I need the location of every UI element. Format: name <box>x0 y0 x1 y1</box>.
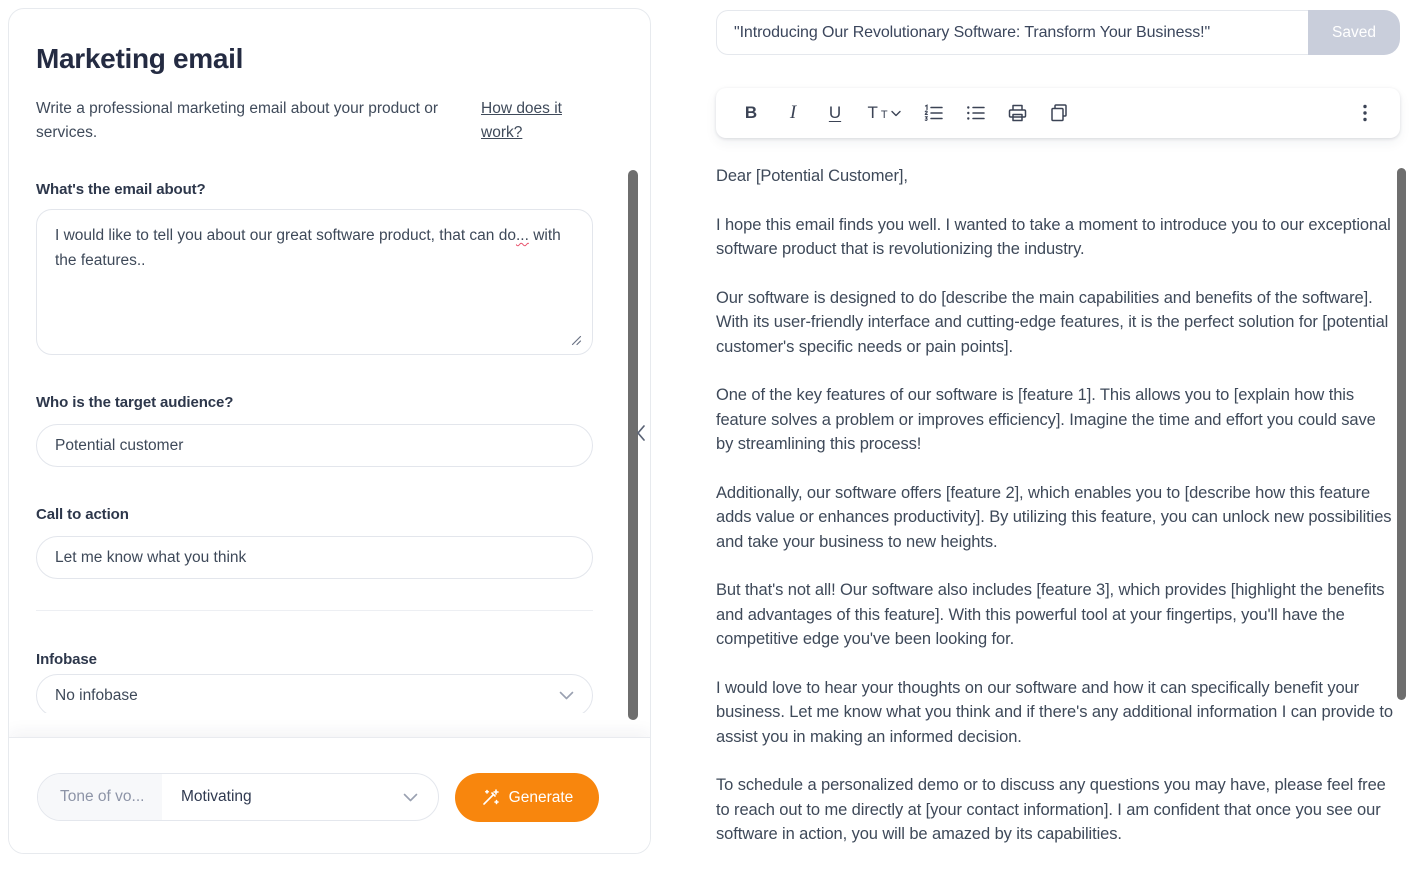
doc-paragraph: I hope this email finds you well. I wanted to take a moment to introduce you to our exceptional software product that is revolutionizing the industry. <box>716 215 1391 258</box>
print-button[interactable] <box>996 95 1038 131</box>
about-text: I would like to tell you about our great software product, that can do <box>55 227 516 244</box>
kebab-menu-icon <box>1363 104 1367 122</box>
about-text-misspelled: ... <box>515 227 529 244</box>
generate-footer <box>9 737 650 854</box>
document-title-input[interactable] <box>716 10 1308 55</box>
doc-paragraph: Our software is designed to do [describe the main capabilities and benefits of the software]. With its user-friendly interface and cutting-edge features, it is the perfect solution for [potential customer's specific needs or pain points]. <box>716 288 1389 356</box>
cta-field-label: Call to action <box>36 506 129 523</box>
resize-handle-icon[interactable] <box>571 335 582 346</box>
bullet-list-button[interactable] <box>954 95 996 131</box>
doc-paragraph: But that's not all! Our software also includes [feature 3], which provides [highlight the benefits and advantages of this feature]. With this powerful tool at your fingertips, you'll have the competitive edge you've been looking for. <box>716 581 1385 648</box>
tone-of-voice-label: Tone of vo... <box>38 774 162 820</box>
generate-button[interactable] <box>455 773 599 822</box>
doc-paragraph: To schedule a personalized demo or to discuss any questions you may have, please feel free to reach out to me directly at [your contact information]. I am confident that once you see our software in action, you will be amazed by its capabilities. <box>716 776 1386 843</box>
template-description: Write a professional marketing email about your product or services. <box>36 100 439 141</box>
doc-paragraph: Dear [Potential Customer], <box>716 167 908 185</box>
template-form-scroll-area[interactable] <box>9 9 650 713</box>
form-divider <box>36 610 593 611</box>
infobase-select[interactable] <box>36 674 593 713</box>
infobase-field-label: Infobase <box>36 651 97 668</box>
italic-button[interactable]: I <box>772 95 814 131</box>
editor-toolbar <box>716 88 1400 138</box>
saved-button[interactable]: Saved <box>1308 10 1400 55</box>
infobase-selected-value: No infobase <box>55 686 138 704</box>
cta-input[interactable] <box>36 536 593 579</box>
chevron-down-icon <box>559 691 574 700</box>
generate-button-label: Generate <box>508 788 574 806</box>
template-panel <box>8 8 651 854</box>
chevron-left-icon <box>636 424 646 442</box>
copy-icon <box>1050 104 1068 122</box>
chevron-down-icon <box>891 110 901 117</box>
doc-paragraph: Additionally, our software offers [feature 2], which enables you to [describe how this feature adds value or enhances productivity]. By utilizing this feature, you can unlock new possibilities and take your business to new heights. <box>716 483 1392 551</box>
text-size-button[interactable]: T T <box>856 95 912 131</box>
chevron-down-icon <box>403 793 418 802</box>
ordered-list-icon <box>924 104 943 122</box>
audience-field-label: Who is the target audience? <box>36 394 234 411</box>
tone-of-voice-select[interactable] <box>37 773 439 821</box>
doc-paragraph: One of the key features of our software is [feature 1]. This allows you to [explain how this feature solves a problem or improves efficiency]. Imagine the time and effort you could save by streamlining this process! <box>716 386 1376 453</box>
magic-wand-icon <box>481 788 500 807</box>
bullet-list-icon <box>966 104 985 122</box>
print-icon <box>1008 104 1027 122</box>
document-titlebar <box>716 10 1400 55</box>
page-title: Marketing email <box>36 43 244 74</box>
ordered-list-button[interactable] <box>912 95 954 131</box>
underline-button[interactable]: U <box>814 95 856 131</box>
how-does-it-work-link[interactable]: How does it work? <box>481 100 562 141</box>
overflow-menu-button[interactable] <box>1344 95 1386 131</box>
collapse-panel-button[interactable] <box>632 419 650 447</box>
document-editor[interactable] <box>716 164 1394 871</box>
about-text-end: with the features.. <box>55 227 561 269</box>
document-scrollbar[interactable] <box>1397 168 1406 700</box>
doc-paragraph: I would love to hear your thoughts on our software and how it can specifically benefit your business. Let me know what you think and if there's any additional information I can provide to assist you in making an informed decision. <box>716 678 1393 746</box>
bold-button[interactable]: B <box>730 95 772 131</box>
audience-input[interactable] <box>36 424 593 467</box>
text-size-icon: T <box>867 103 878 122</box>
about-textarea[interactable] <box>36 209 593 355</box>
tone-of-voice-value: Motivating <box>181 788 252 805</box>
copy-button[interactable] <box>1038 95 1080 131</box>
about-field-label: What's the email about? <box>36 181 206 198</box>
